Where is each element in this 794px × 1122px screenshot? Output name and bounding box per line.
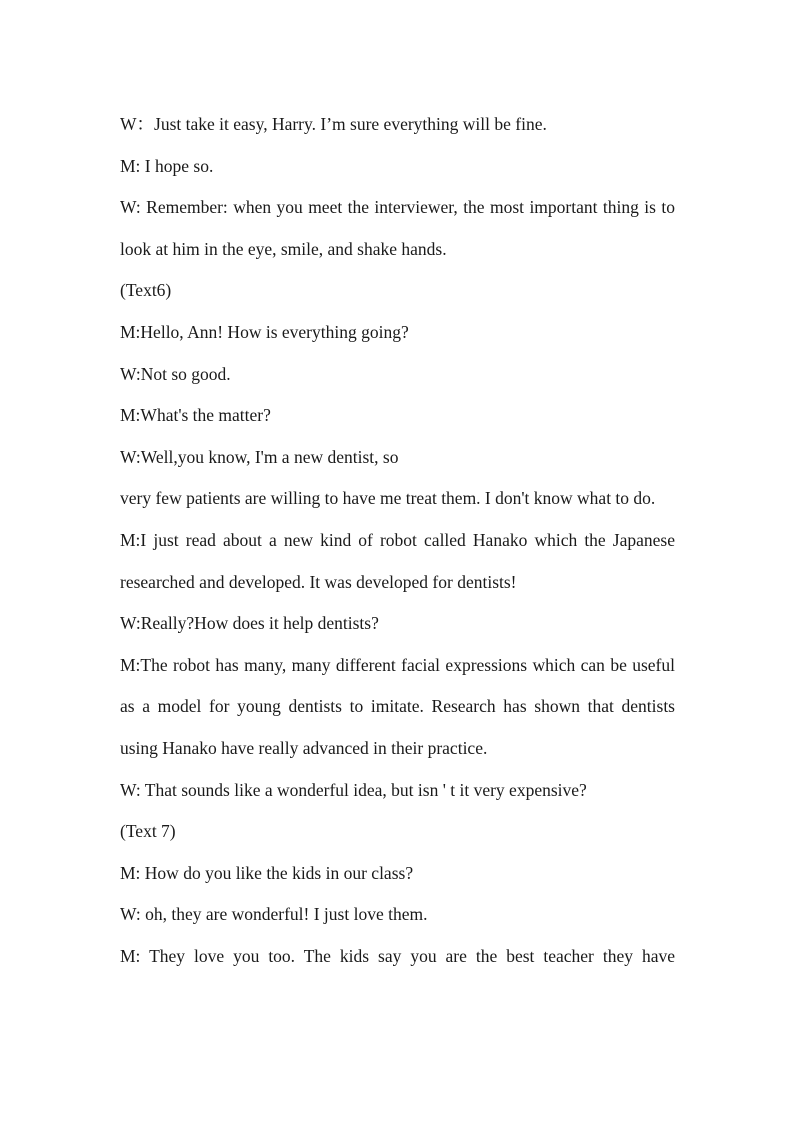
dialogue-line: M:What's the matter?: [120, 405, 271, 426]
dialogue-line: M: How do you like the kids in our class?: [120, 862, 414, 883]
dialogue-line: W: oh, they are wonderful! I just love them.: [120, 904, 428, 925]
dialogue-line: M:The robot has many, many different facial expressions which can be useful as a model for young dentists to imitate. Research has shown that dentists using Hanako have really advanced in their practice.: [120, 654, 675, 758]
dialogue-line: M:I just read about a new kind of robot called Hanako which the Japanese researched and developed. It was developed for dentists!: [120, 529, 675, 592]
dialogue-line: W: Remember: when you meet the interviewer, the most important thing is to look at him in the eye, smile, and shake hands.: [120, 197, 675, 259]
dialogue-line: M: I hope so.: [120, 155, 214, 176]
dialogue-line: W: That sounds like a wonderful idea, but isn ' t it very expensive?: [120, 779, 587, 800]
section-label: (Text6): [120, 280, 172, 301]
dialogue-line: W:Really?How does it help dentists?: [120, 613, 379, 634]
dialogue-line: M:Hello, Ann! How is everything going?: [120, 321, 409, 342]
dialogue-line: W:Not so good.: [120, 363, 231, 384]
dialogue-line: M: They love you too. The kids say you are the best teacher they have: [120, 945, 675, 966]
dialogue-line: W:Well,you know, I'm a new dentist, so: [120, 446, 399, 467]
section-label: (Text 7): [120, 821, 176, 842]
dialogue-line: W：Just take it easy, Harry. I’m sure everything will be fine.: [120, 114, 547, 134]
dialogue-line: very few patients are willing to have me treat them. I don't know what to do.: [120, 488, 656, 509]
transcript-text: [120, 104, 675, 977]
